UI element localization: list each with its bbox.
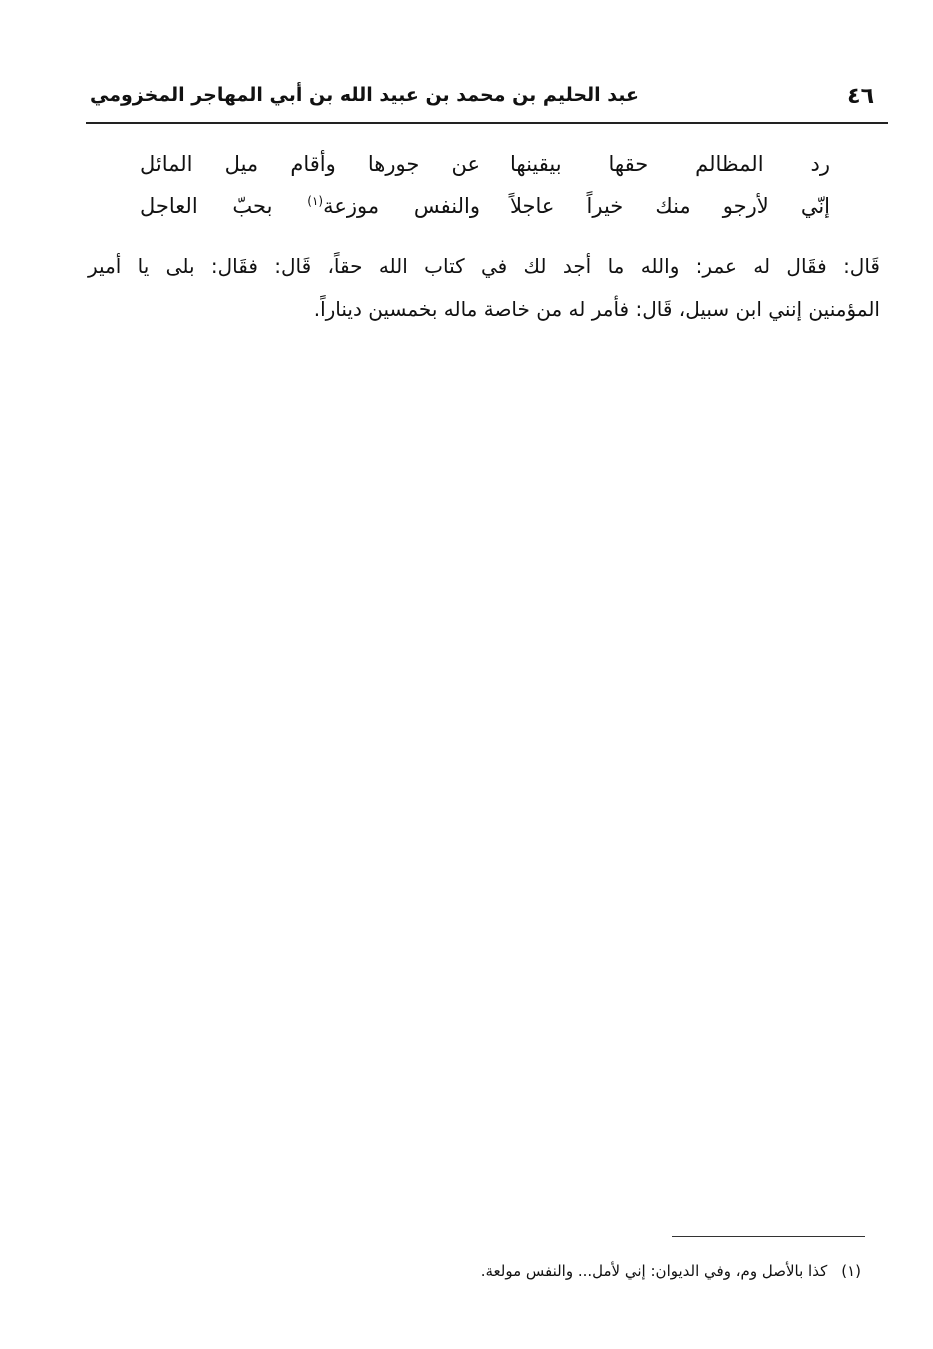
verse-second-hemistich: عن جورها وأقام ميل المائل	[140, 152, 480, 176]
prose-line: المؤمنين إنني ابن سبيل، قَال: فأمر له من خاصة ماله بخمسين ديناراً.	[313, 297, 880, 321]
footnote-reference: (١)	[307, 194, 324, 208]
verse-second-hemistich	[140, 194, 480, 218]
poem-verse	[140, 152, 830, 188]
running-title: عبد الحليم بن محمد بن عبيد الله بن أبي المهاجر المخزومي	[90, 84, 640, 106]
header-rule	[86, 122, 888, 124]
hemistich-text: والنفس موزعة	[323, 194, 480, 218]
page-number: ٤٦	[847, 84, 874, 109]
page-header	[86, 78, 888, 118]
verse-first-hemistich: رد المظالم حقها بيقينها	[510, 152, 830, 176]
footnote-text: كذا بالأصل وم، وفي الديوان: إني لأمل... والنفس مولعة.	[480, 1262, 828, 1280]
prose-line: قَال: فقَال له عمر: والله ما أجد لك في كتاب الله حقاً، قَال: فقَال: بلى يا أمير	[88, 254, 880, 278]
hemistich-text: بحبّ العاجل	[140, 194, 308, 218]
footnote-separator	[672, 1236, 865, 1237]
verse-first-hemistich: إنّي لأرجو منك خيراً عاجلاً	[510, 194, 830, 218]
prose-paragraph	[88, 245, 880, 331]
footnote	[481, 1262, 861, 1280]
poem-verse	[140, 194, 830, 230]
footnote-marker: (١)	[841, 1262, 861, 1280]
